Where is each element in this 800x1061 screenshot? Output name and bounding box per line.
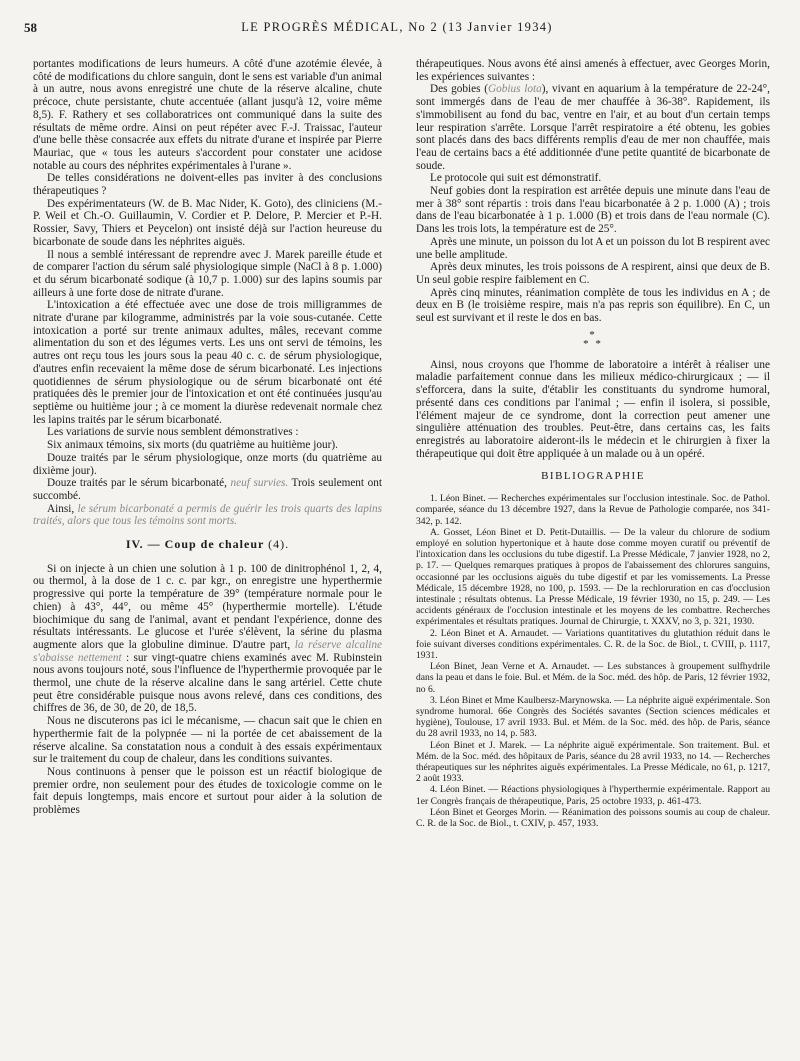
paragraph: Nous ne discuterons pas ici le mécanisme, — chacun sait que le chien en hyperthermie fait de la polypnée — ni la portée de cet abaissement de la réserve alcaline. Sa constatation nous a conduit à des essais expérimentaux sur le traitement du coup de chaleur, dans les conditions suivantes.	[33, 715, 382, 766]
asterism-divider	[416, 328, 770, 350]
paragraph: thérapeutiques. Nous avons été ainsi amenés à effectuer, avec Georges Morin, les expériences suivantes :	[416, 58, 770, 83]
bibliography-entry: 4. Léon Binet. — Réactions physiologiques à l'hyperthermie expérimentale. Rapport au 1er Congrès français de thérapeutique, Paris, 25 octobre 1933, p. 461-473.	[416, 784, 770, 807]
paragraph: Neuf gobies dont la respiration est arrêtée depuis une minute dans l'eau de mer à 38° sont répartis : trois dans l'eau bicarbonatée à 2 p. 1.000 (A) ; trois dans de l'eau bicarbonatée à 1 p. 1.000 (B) et trois dans de l'eau normale (C). Dans les trois lots, la température est de 25°.	[416, 185, 770, 236]
paragraph: De telles considérations ne doivent-elles pas inviter à des conclusions thérapeutiques ?	[33, 172, 382, 198]
right-column	[416, 58, 770, 1033]
paragraph: Nous continuons à penser que le poisson est un réactif biologique de premier ordre, non seulement pour des études de toxicologie comme on le fait depuis longtemps, mais encore et surtout pour aider à la solution de problèmes	[33, 765, 382, 817]
paragraph: Il nous a semblé intéressant de reprendre avec J. Marek pareille étude et de comparer l'action du sérum salé physiologique simple (NaCl à 8 p. 1.000) et du sérum bicarbonaté sodique (à 10,7 p. 1.000) sur des lapins soumis par ailleurs à une forte dose de nitrate d'urane.	[33, 248, 382, 299]
paragraph: Six animaux témoins, six morts (du quatrième au huitième jour).	[47, 439, 338, 452]
italic-run: le sérum bicarbonaté a permis de guérir les trois quarts des lapins traités, alors que tous les témoins sont morts.	[33, 502, 382, 528]
paragraph: Après cinq minutes, réanimation complète de tous les individus en A ; de deux en B (le troisième respire, mais n'a pas repris son équilibre). En C, un seul est survivant et il reste le dos en bas.	[416, 286, 770, 325]
paragraph: Le protocole qui suit est démonstratif.	[430, 172, 602, 185]
paragraph: Ainsi, nous croyons que l'homme de laboratoire a intérêt à réaliser une maladie parfaitement connue dans les milieux médico-chirurgicaux ; — il s'efforcera, dans la suite, d'établir les constituants du syndrome humoral, présenté dans ces conditions par l'animal ; — enfin il isolera, si possible, l'élément majeur de ce syndrome, dont la correction peut amener une singulière atténuation des troubles. Peut-être, dans certains cas, les faits enregistrés au laboratoire aideront-ils le médecin et le chirurgien à fixer la thérapeutique qui doit être appliquée à un malade ou à un opéré.	[416, 358, 770, 460]
bibliography-entry: Léon Binet et Georges Morin. — Réanimation des poissons soumis au coup de chaleur. C. R. de la Soc. de Biol., t. CXIV, p. 457, 1933.	[416, 806, 770, 829]
asterism-top: *	[589, 328, 597, 341]
paragraph: Après une minute, un poisson du lot A et un poisson du lot B respirent avec une belle amplitude.	[416, 235, 770, 261]
asterism-bottom: * *	[583, 337, 603, 350]
italic-run: neuf survies.	[230, 477, 289, 490]
bibliography-heading: BIBLIOGRAPHIE	[541, 470, 645, 483]
paragraph	[33, 477, 382, 502]
paragraph	[33, 563, 382, 715]
paragraph: Des expérimentateurs (W. de B. Mac Nider, K. Goto), des cliniciens (M.-P. Weil et Ch.-O. Guillaumin, V. Cordier et P. Delore, P. Mercier et P.-H. Rossier, Savy, Thiers et Peycelon) ont insisté déjà sur l'action heureuse du bicarbonate de soude dans les néphrites aiguës.	[33, 197, 382, 248]
paragraph: L'intoxication a été effectuée avec une dose de trois milligrammes de nitrate d'urane par kilogramme, administrés par la voie sous-cutanée. Cette intoxication a porté sur trente animaux adultes, mâles, recevant comme alimentation du son et des légumes verts. Les uns ont servi de témoins, les autres ont reçu tous les jours sous la peau 40 c. c. de sérum physiologique, d'autres enfin recevaient la même dose de sérum bicarbonaté. Les injections quotidiennes de sérum physiologique ou de sérum bicarbonaté ont été pratiquées dès le premier jour de l'intoxication et ont été continuées jusqu'au septième ou huitième jour ; à ce moment la diurèse redevenait normale chez les lapins traités par le sérum bicarbonaté.	[33, 299, 382, 426]
text-run: : sur vingt-quatre chiens examinés avec M. Rubinstein nous avons toujours noté, sous l'influence de l'hyperthermie provoquée par le thermol, une chute de la réserve alcaline dans le sang artériel. Cette chute peut être considérable puisque nous avons relevé, dans ces conditions, des chiffres de 36, de 30, de 20, de 18,5.	[33, 651, 382, 715]
left-column	[33, 58, 382, 1033]
paragraph: Les variations de survie nous semblent démonstratives :	[47, 426, 299, 439]
paragraph: Après deux minutes, les trois poissons de A respirent, ainsi que deux de B. Un seul gobie respire faiblement en C.	[416, 261, 770, 286]
text-run: Si on injecte à un chien une solution à 1 p. 100 de dinitrophénol 1, 2, 4, ou thermol, à la dose de 1 c. c. par kgr., on enregistre une hyperthermie progressive qui porte la température de 39° (température normale pour le chien) à 43°, 44°, ou même 45° (hyperthermie mortelle). L'étude biochimique du sang de l'animal, avant et pendant l'expérience, donne des résultats intéressants. Le glucose et l'urée s'élèvent, la sérine du plasma augmente alors que la globuline diminue. D'autre part,	[33, 562, 382, 651]
paragraph: portantes modifications de leurs humeurs. A côté d'une azotémie élevée, à côté de modifications du chlore sanguin, dont le sens est variable d'un animal à un autre, nous avons enregistré une chute de la réserve alcaline, chute précoce, chute persistante, chute accentuée (allant jusqu'à 12, voire même 8,5). F. Rathery et ses collaboratrices ont communiqué dans la suite des résultats de même ordre. Ainsi on peut répéter avec F.-J. Traissac, l'auteur d'une belle thèse consacrée aux effets du nitrate d'urane et inspirée par Pierre Mauriac, que « tous les auteurs s'accordent pour constater une acidose notable au cours des néphrites expérimentales à l'urane ».	[33, 58, 382, 172]
text-run: Douze traités par le sérum bicarbonaté,	[47, 477, 227, 490]
section-ref: (4).	[268, 537, 290, 552]
bibliography-list	[416, 493, 770, 829]
text-run: Trois seulement ont succombé.	[33, 477, 382, 502]
bibliography-entry: A. Gosset, Léon Binet et D. Petit-Dutaillis. — De la valeur du chlorure de sodium employé en solution hypertonique et à haute dose comme moyen curatif ou préventif de l'intoxication dans les occlusions du tube digestif. La Presse Médicale, 7 janvier 1928, no 2, p. 17. — Quelques remarques pratiques à propos de l'abaissement des chlorures sanguins, occasionné par les occlusions aiguës du tube digestif et par les vomissements. La Presse Médicale, 15 décembre 1928, no 100, p. 1593. — De la rechloruration en cas d'occlusion intestinale ; résultats obtenus. La Presse Médicale, 19 février 1930, no 15, p. 249. — Les accidents généraux de l'occlusion intestinale et les moyens de les combattre. Recherches expérimentales et résultats pratiques. Journal de Chirurgie, t. XXXV, no 3, p. 321, 1930.	[416, 526, 770, 628]
text-run: Des gobies (	[430, 83, 488, 96]
italic-run: Gobius lota	[488, 83, 542, 96]
running-title: LE PROGRÈS MÉDICAL, No 2 (13 Janvier 1934)	[241, 20, 553, 34]
running-header	[24, 18, 770, 38]
bibliography-entry: 2. Léon Binet et A. Arnaudet. — Variations quantitatives du glutathion réduit dans le foie suivant diverses conditions expérimentales. C. R. de la Soc. de Biol., t. CVIII, p. 1117, 1931.	[416, 627, 770, 661]
bibliography-entry: Léon Binet, Jean Verne et A. Arnaudet. — Les substances à groupement sulfhydrile dans la peau et dans le foie. Bul. et Mém. de la Soc. méd. des hôp. de Paris, 12 février 1932, no 6.	[416, 661, 770, 695]
italic-run: la réserve alcaline s'abaisse nettement	[33, 638, 382, 664]
paragraph: Douze traités par le sérum physiologique, onze morts (du quatrième au dixième jour).	[33, 451, 382, 477]
bibliography-entry: 1. Léon Binet. — Recherches expérimentales sur l'occlusion intestinale. Soc. de Pathol. comparée, séance du 13 décembre 1927, dans la Revue de Pathologie comparée, nos 341-342, p. 142.	[416, 493, 770, 527]
page-number: 58	[24, 20, 37, 35]
text-run: ), vivant en aquarium à la température de 22-24°, sont immergés dans de l'eau de mer chauffée à 36-38°. Rapidement, ils s'immobilisent au fond du bac, ventre en l'air, et au bout d'un certain temps leur respiration s'arrête. Lorsque l'arrêt respiratoire a été obtenu, les gobies sont placés dans des bacs différents remplis d'eau de mer non chauffée, mais l'eau de certains bacs a été additionnée d'une petite quantité de bicarbonate de soude.	[416, 83, 770, 172]
text-run: Ainsi,	[47, 502, 75, 515]
section-title: IV. — Coup de chaleur	[125, 537, 265, 552]
paragraph	[416, 83, 770, 172]
bibliography-entry: Léon Binet et J. Marek. — La néphrite aiguë expérimentale. Son traitement. Bul. et Mém. de la Soc. méd. des hôpitaux de Paris, séance du 28 avril 1933, no 14. — Recherches thérapeutiques sur les néphrites aiguës expérimentales. La Presse Médicale, no 61, p. 1217, 2 août 1933.	[416, 739, 770, 785]
paragraph	[33, 503, 382, 528]
section-heading	[33, 538, 382, 551]
bibliography-entry: 3. Léon Binet et Mme Kaulbersz-Marynowska. — La néphrite aiguë expérimentale. Son syndrome humoral. 66e Congrès des Sociétés savantes (Section sciences médicales et hygiène), Toulouse, 17 avril 1933. Bul. et Mém. de la Soc. méd. des hôp. de Paris, séance du 28 avril 1933, no 14, p. 583.	[416, 694, 770, 740]
